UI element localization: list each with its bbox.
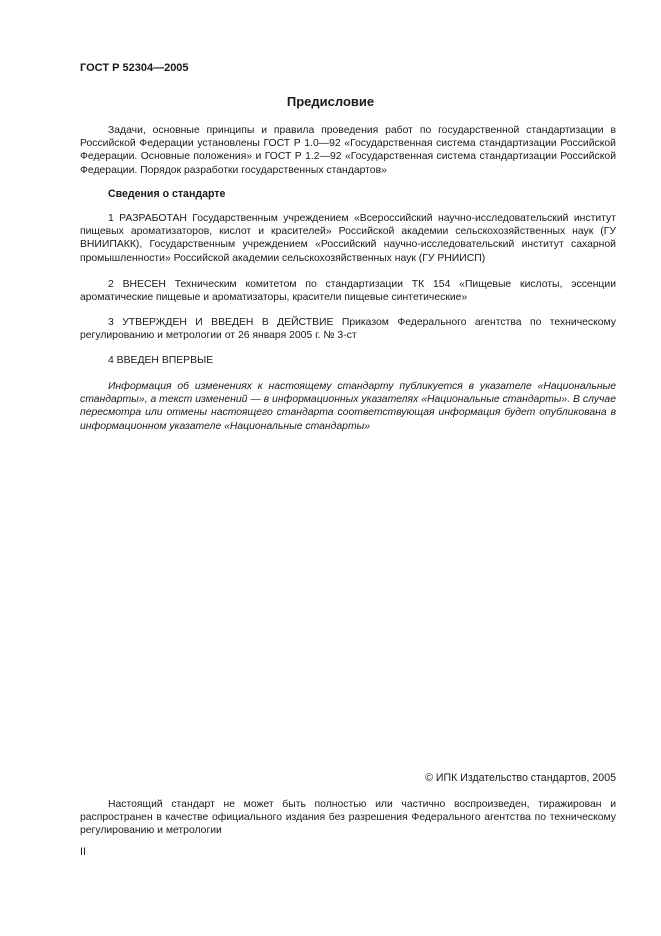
section-heading: Сведения о стандарте bbox=[108, 188, 226, 200]
info-note-paragraph bbox=[80, 380, 616, 433]
legal-notice-paragraph bbox=[80, 798, 616, 838]
legal-notice-text: Настоящий стандарт не может быть полностью или частично воспроизведен, тиражирован и распространен в качестве официального издания без разрешения Федерального агентства по техническому регулированию и метрологии bbox=[80, 799, 616, 837]
page-number: II bbox=[80, 846, 86, 858]
info-note-text: Информация об изменениях к настоящему стандарту публикуется в указателе «Национальные стандарты», а текст изменений — в информационных указателях «Национальные стандарты». В случае пересмотра или отмены настоящего стандарта соответствующая информация будет опубликована в информационном указателе «Национальные стандарты» bbox=[80, 381, 616, 432]
page-title: Предисловие bbox=[286, 94, 375, 109]
intro-paragraph bbox=[80, 124, 616, 177]
list-item bbox=[80, 354, 616, 367]
intro-text: Задачи, основные принципы и правила проведения работ по государственной стандартизации в Российской Федерации установлены ГОСТ Р 1.0—92 «Государственная система стандартизации Российской Федерации. Основные положения» и ГОСТ Р 1.2—92 «Государственная система стандартизации Российской Федерации. Порядок разработки государственных стандартов» bbox=[80, 125, 616, 176]
list-item-text: 4 ВВЕДЕН ВПЕРВЫЕ bbox=[108, 355, 214, 366]
list-item bbox=[80, 316, 616, 342]
list-item-text: 2 ВНЕСЕН Техническим комитетом по стандартизации ТК 154 «Пищевые кислоты, эссенции ароматические пищевые и ароматизаторы, красители пищевые синтетические» bbox=[80, 279, 616, 304]
list-item-text: 3 УТВЕРЖДЕН И ВВЕДЕН В ДЕЙСТВИЕ Приказом Федерального агентства по техническому регулированию и метрологии от 26 января 2005 г. № 3-ст bbox=[80, 317, 616, 342]
list-item-text: 1 РАЗРАБОТАН Государственным учреждением «Всероссийский научно-исследовательский институт пищевых ароматизаторов, кислот и красителей» Российской академии сельскохозяйственных наук (ГУ ВНИИПАКК), Государственным учреждением «Российский научно-исследовательский институт сахарной промышленности» Российской академии сельскохозяйственных наук (ГУ РНИИСП) bbox=[80, 213, 616, 264]
document-code-header: ГОСТ Р 52304—2005 bbox=[80, 62, 189, 74]
list-item bbox=[80, 278, 616, 304]
copyright-line: © ИПК Издательство стандартов, 2005 bbox=[425, 772, 616, 784]
list-item bbox=[80, 212, 616, 265]
